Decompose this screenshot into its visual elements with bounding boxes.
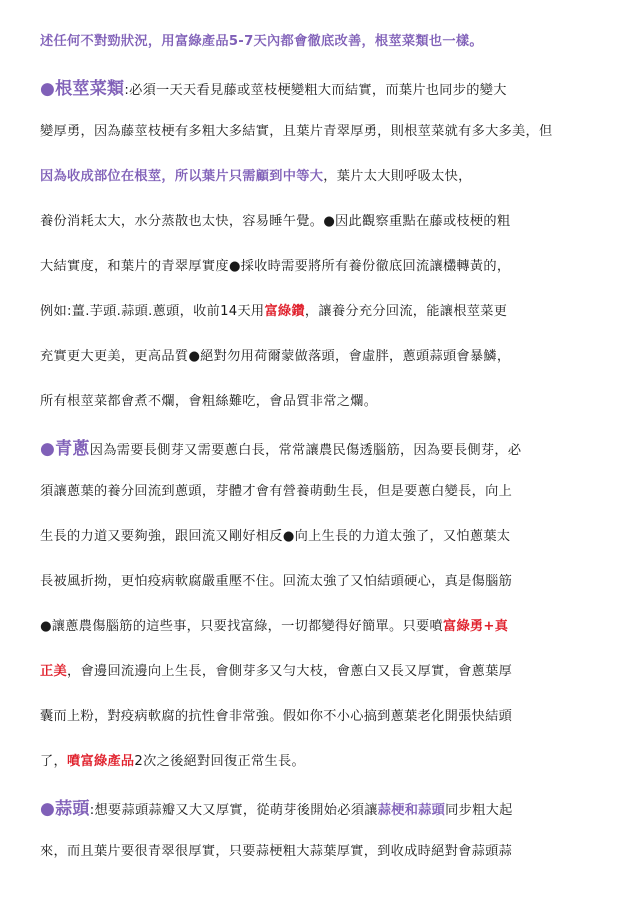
- text-line: [40, 255, 510, 274]
- body-text: ，葉片太大則呼吸太快，: [323, 169, 472, 184]
- text-line: [40, 434, 521, 459]
- body-text: 變厚勇，因為藤莖枝梗有多粗大多結實，且葉片青翠厚勇，則根莖菜就有多大多美，但: [40, 124, 553, 139]
- section-heading: ●青蔥: [40, 439, 90, 459]
- text-line: [40, 74, 507, 99]
- highlighted-text: 蒜梗和蒜頭: [377, 803, 446, 818]
- text-line: [40, 120, 553, 139]
- body-text: 充實更大更美，更高品質●絕對勿用荷爾蒙做落頭，會虛胖，蔥頭蒜頭會暴鱗，: [40, 349, 511, 364]
- body-text: ●讓蔥農傷腦筋的這些事，只要找富綠，一切都變得好簡單。只要噴: [40, 619, 443, 634]
- highlighted-text: 正美: [40, 664, 67, 679]
- body-text: :想要蒜頭蒜瓣又大又厚實，從萌芽後開始必須讓: [89, 803, 378, 818]
- body-text: 須讓蔥葉的養分回流到蔥頭，芽體才會有營養萌動生長，但是要蔥白變長，向上: [40, 484, 513, 499]
- text-line: [40, 840, 512, 859]
- text-line: [40, 660, 512, 679]
- section-heading: ●根莖菜類: [40, 79, 125, 99]
- body-text: 2次之後絕對回復正常生長。: [134, 754, 305, 769]
- highlighted-text: 因為收成部位在根莖，所以葉片只需顧到中等大: [40, 169, 324, 184]
- body-text: ，讓養分充分回流，能讓根莖菜更: [304, 304, 508, 319]
- body-text: ，會邊回流邊向上生長，會側芽多又勻大枝，會蔥白又長又厚實，會蔥葉厚: [66, 664, 513, 679]
- text-line: [40, 300, 507, 319]
- text-line: [40, 615, 508, 634]
- body-text: 例如:薑.芋頭.蒜頭.蔥頭，收前14天用: [40, 304, 265, 319]
- section-heading: ●蒜頭: [40, 799, 90, 819]
- highlighted-text: 富綠勇+真: [442, 619, 509, 634]
- body-text: 長被風折拗，更怕疫病軟腐嚴重壓不住。回流太強了又怕結頭硬心，真是傷腦筋: [40, 574, 513, 589]
- text-line: [40, 210, 510, 229]
- body-text: 來，而且葉片要很青翠很厚實，只要蒜梗粗大蒜葉厚實，到收成時絕對會蒜頭蒜: [40, 844, 513, 859]
- text-line: [40, 165, 472, 184]
- body-text: 生長的力道又要夠強，跟回流又剛好相反●向上生長的力道太強了，又怕蔥葉太: [40, 529, 511, 544]
- text-line: [40, 705, 512, 724]
- body-text: 因為需要長側芽又需要蔥白長，常常讓農民傷透腦筋，因為要長側芽，必: [89, 443, 522, 458]
- text-line: [40, 525, 510, 544]
- text-line: [40, 750, 305, 769]
- highlighted-text: 噴富綠產品: [66, 754, 135, 769]
- highlighted-text: 富綠鑽: [264, 304, 305, 319]
- text-line: [40, 30, 483, 49]
- text-line: [40, 794, 513, 819]
- text-line: [40, 390, 377, 409]
- highlighted-text: 述任何不對勁狀況，用富綠產品5-7天內都會徹底改善，根莖菜類也一樣。: [40, 34, 483, 49]
- body-text: 大結實度，和葉片的青翠厚實度●採收時需要將所有養份徹底回流讓欉轉黃的，: [40, 259, 511, 274]
- text-line: [40, 345, 510, 364]
- text-line: [40, 480, 512, 499]
- body-text: 同步粗大起: [445, 803, 513, 818]
- body-text: 所有根莖菜都會煮不爛，會粗絲難吃，會品質非常之爛。: [40, 394, 378, 409]
- body-text: 養份消耗太大，水分蒸散也太快，容易睡午覺。●因此觀察重點在藤或枝梗的粗: [40, 214, 511, 229]
- body-text: 囊而上粉，對疫病軟腐的抗性會非常強。假如你不小心搞到蔥葉老化開張快結頭: [40, 709, 513, 724]
- text-line: [40, 570, 512, 589]
- body-text: 了，: [40, 754, 67, 769]
- body-text: :必須一天天看見藤或莖枝梗變粗大而結實，而葉片也同步的變大: [124, 83, 507, 98]
